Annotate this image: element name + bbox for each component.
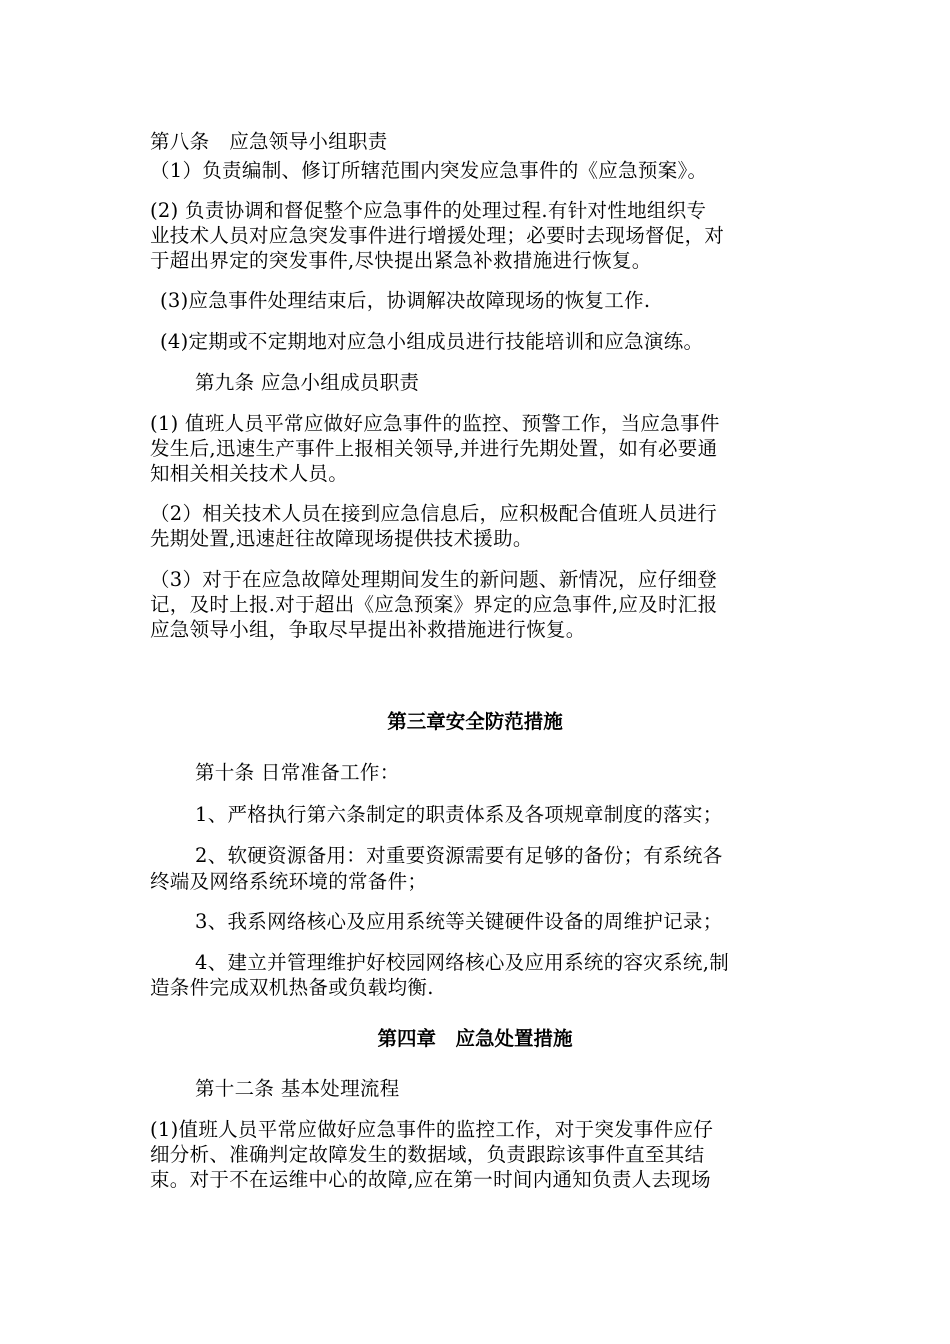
article-9-item-2-line-1: （2）相关技术人员在接到应急信息后，应积极配合值班人员进行 [150,502,718,525]
article-8-item-4: (4)定期或不定期地对应急小组成员进行技能培训和应急演练。 [160,330,704,353]
article-9-item-3-line-1: （3）对于在应急故障处理期间发生的新问题、新情况，应仔细登 [150,568,718,591]
article-9-title: 第九条 应急小组成员职责 [195,371,420,394]
article-10-item-4-line-1: 4、建立并管理维护好校园网络核心及应用系统的容灾系统,制 [195,951,730,974]
article-9-item-3-line-2: 记，及时上报.对于超出《应急预案》界定的应急事件,应及时汇报 [150,593,718,616]
article-8-title: 第八条 应急领导小组职责 [150,130,388,153]
article-9-item-3-line-3: 应急领导小组，争取尽早提出补救措施进行恢复。 [150,618,586,641]
article-8-item-2-line-2: 业技术人员对应急突发事件进行增援处理；必要时去现场督促，对 [150,224,725,247]
article-9-item-1-line-2: 发生后,迅速生产事件上报相关领导,并进行先期处置，如有必要通 [150,437,718,460]
article-10-item-4-line-2: 造条件完成双机热备或负载均衡. [150,976,434,999]
chapter-3-heading: 第三章安全防范措施 [387,710,563,733]
article-8-item-3: (3)应急事件处理结束后，协调解决故障现场的恢复工作. [160,289,651,312]
article-10-title: 第十条 日常准备工作： [195,761,400,784]
article-8-item-1: （1）负责编制、修订所辖范围内突发应急事件的《应急预案》。 [150,159,708,182]
article-12-item-1-line-2: 细分析、准确判定故障发生的数据域，负责跟踪该事件直至其结 [150,1143,705,1166]
article-9-item-1-line-1: (1) 值班人员平常应做好应急事件的监控、预警工作，当应急事件 [150,412,720,435]
article-10-item-1: 1、严格执行第六条制定的职责体系及各项规章制度的落实； [195,803,723,826]
article-10-item-2-line-1: 2、软硬资源备用：对重要资源需要有足够的备份；有系统各 [195,844,723,867]
article-9-item-2-line-2: 先期处置,迅速赶往故障现场提供技术援助。 [150,527,533,550]
article-12-title: 第十二条 基本处理流程 [195,1077,400,1100]
article-9-item-1-line-3: 知相关相关技术人员。 [150,462,349,485]
article-8-item-2-line-3: 于超出界定的突发事件,尽快提出紧急补救措施进行恢复。 [150,249,652,272]
article-12-item-1-line-3: 束。对于不在运维中心的故障,应在第一时间内通知负责人去现场 [150,1168,711,1191]
article-10-item-3: 3、我系网络核心及应用系统等关键硬件设备的周维护记录； [195,910,723,933]
article-8-item-2-line-1: (2) 负责协调和督促整个应急事件的处理过程.有针对性地组织专 [150,199,707,222]
article-12-item-1-line-1: (1)值班人员平常应做好应急事件的监控工作，对于突发事件应仔 [150,1118,714,1141]
article-10-item-2-line-2: 终端及网络系统环境的常备件； [150,870,428,893]
chapter-4-heading: 第四章 应急处置措施 [377,1027,573,1050]
